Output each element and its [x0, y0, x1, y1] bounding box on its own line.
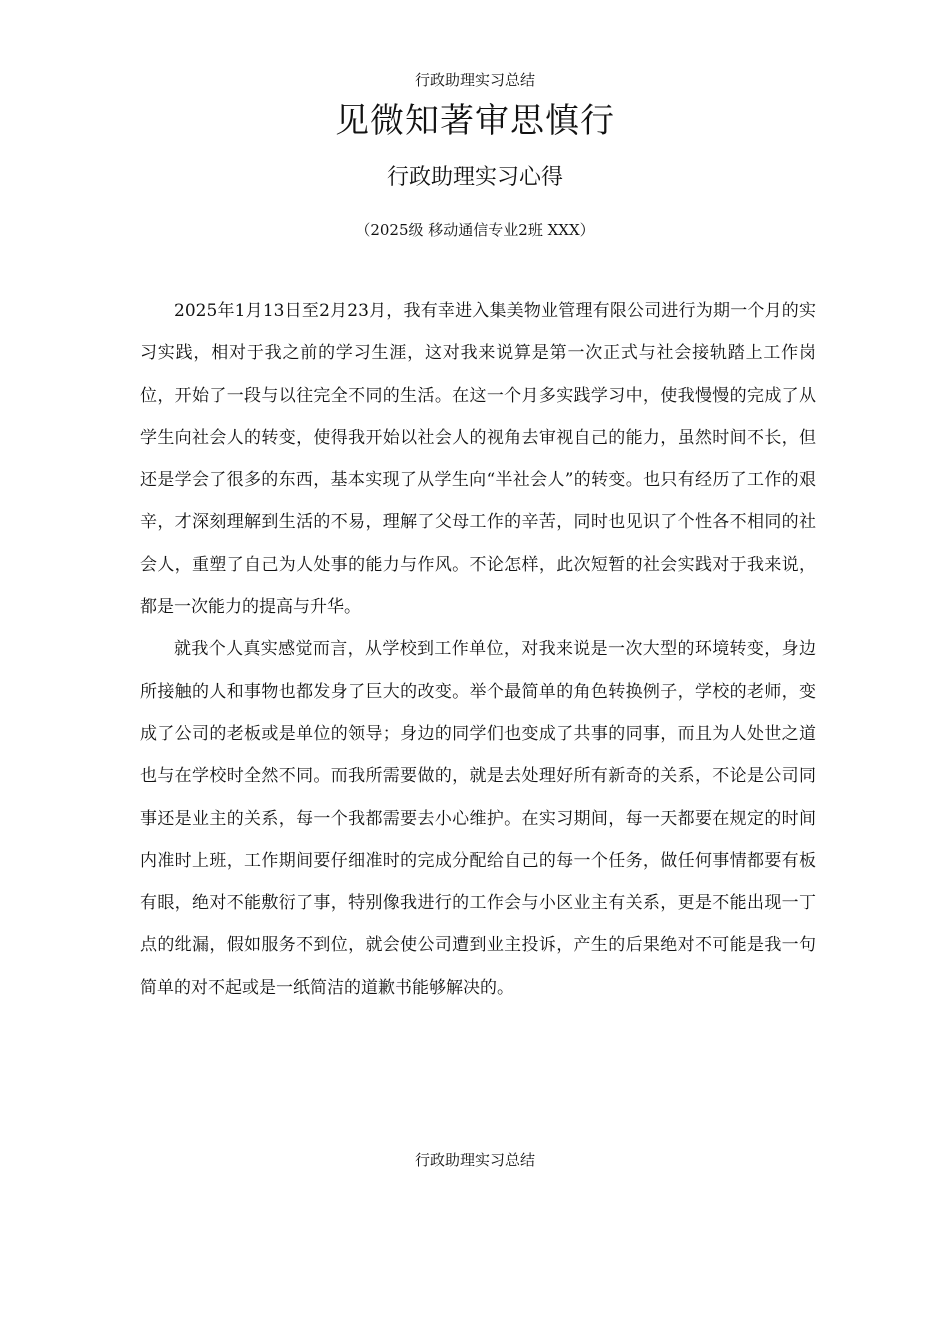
- document-subtitle: 行政助理实习心得: [386, 165, 563, 190]
- paragraph: 2025年1月13日至2月23月，我有幸进入集美物业管理有限公司进行为期一个月的实习实践，相对于我之前的学习生涯，这对我来说算是第一次正式与社会接轨踏上工作岗位，开始了一段与以往完全不同的生活。在这一个月多实践学习中，使我慢慢的完成了从学生向社会人的转变，使得我开始以社会人的视角去审视自己的能力，虽然时间不长，但还是学会了很多的东西，基本实现了从学生向“半社会人”的转变。也只有经历了工作的艰辛，才深刻理解到生活的不易，理解了父母工作的辛苦，同时也见识了个性各不相同的社会人，重塑了自己为人处事的能力与作风。不论怎样，此次短暂的社会实践对于我来说，都是一次能力的提高与升华。: [140, 301, 816, 618]
- paragraph: 就我个人真实感觉而言，从学校到工作单位，对我来说是一次大型的环境转变，身边所接触的人和事物也都发身了巨大的改变。举个最简单的角色转换例子，学校的老师，变成了公司的老板或是单位的领导；身边的同学们也变成了共事的同事，而且为人处世之道也与在学校时全然不同。而我所需要做的，就是去处理好所有新奇的关系，不论是公司同事还是业主的关系，每一个我都需要去小心维护。在实习期间，每一天都要在规定的时间内准时上班，工作期间要仔细准时的完成分配给自己的每一个任务，做任何事情都要有板有眼，绝对不能敷衍了事，特别像我进行的工作会与小区业主有关系，更是不能出现一丁点的纰漏，假如服务不到位，就会使公司遭到业主投诉，产生的后果绝对不可能是我一句简单的对不起或是一纸简洁的道歉书能够解决的。: [140, 639, 816, 998]
- body-text: [140, 290, 816, 1009]
- page-header: 行政助理实习总结: [414, 71, 535, 89]
- document-title: 见微知著审思慎行: [335, 101, 615, 141]
- author-line: （2025级 移动通信专业2班 XXX）: [355, 221, 595, 239]
- page-footer: 行政助理实习总结: [414, 1151, 535, 1169]
